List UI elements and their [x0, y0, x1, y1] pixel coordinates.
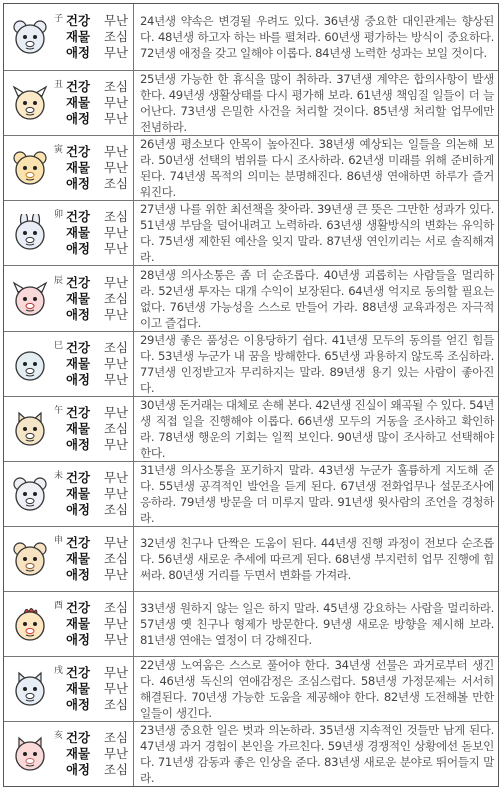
money-label: 재물	[66, 160, 90, 175]
health-label: 건강	[66, 79, 90, 94]
money-line	[66, 551, 132, 567]
fortune-labels	[66, 275, 132, 323]
fortune-labels	[66, 13, 132, 61]
money-value: 조심	[104, 290, 128, 306]
love-label: 애정	[66, 176, 90, 191]
fortune-labels	[66, 405, 132, 453]
health-value: 조심	[104, 340, 128, 355]
love-line	[66, 697, 132, 713]
money-label: 재물	[66, 95, 90, 110]
fortune-text: 33년생 원하지 않는 일은 하지 말라. 45년생 강요하는 사람을 멀리하라. 57년생 옛 친구나 형제가 방문한다. 9년생 새로운 방향을 제시해 보라. 81년생 연애는 열정이 더 강해진다.	[140, 601, 494, 647]
money-label: 재물	[66, 486, 90, 501]
money-line	[66, 616, 132, 632]
pig-icon	[11, 735, 49, 773]
money-line	[66, 746, 132, 762]
love-line	[66, 45, 132, 61]
money-label: 재물	[66, 551, 90, 566]
zodiac-hanja: 酉	[54, 601, 64, 611]
health-label: 건강	[66, 13, 90, 28]
zodiac-header-cell	[4, 462, 134, 526]
love-line	[66, 176, 132, 192]
zodiac-header-cell	[4, 657, 134, 721]
love-value: 조심	[104, 176, 128, 191]
money-value: 조심	[104, 29, 128, 44]
money-label: 재물	[66, 29, 90, 44]
health-label: 건강	[66, 209, 90, 224]
health-value: 무난	[104, 665, 128, 680]
health-value: 무난	[104, 405, 128, 420]
health-value: 무난	[104, 13, 128, 28]
health-label: 건강	[66, 535, 90, 550]
love-line	[66, 372, 132, 388]
love-label: 애정	[66, 45, 90, 60]
health-line	[66, 144, 132, 160]
zodiac-hanja: 戌	[54, 666, 64, 676]
fortune-labels	[66, 144, 132, 192]
money-label: 재물	[66, 225, 90, 240]
health-value: 무난	[104, 470, 128, 485]
love-value: 무난	[104, 567, 128, 582]
love-label: 애정	[66, 502, 90, 517]
fortune-labels	[66, 730, 132, 778]
fortune-text: 24년생 약속은 변경될 우려도 있다. 36년생 중요한 대인관계는 향상된다. 48년생 하고자 하는 바를 펼쳐라. 60년생 평가하는 방식이 중요하다. 72년생 애정을 갖고 일해야 이롭다. 84년생 노력한 성과는 보일 것이다.	[140, 14, 494, 60]
health-value: 무난	[104, 144, 128, 159]
money-line	[66, 421, 132, 437]
money-line	[66, 29, 132, 45]
love-line	[66, 762, 132, 778]
fortune-labels	[66, 535, 132, 583]
love-value: 조심	[104, 502, 128, 517]
love-line	[66, 111, 132, 127]
zodiac-header-cell	[4, 136, 134, 200]
health-line	[66, 275, 132, 291]
zodiac-hanja: 卯	[54, 210, 64, 220]
fortune-text: 31년생 의사소통을 포기하지 말라. 43년생 누군가 훌륭하게 지도해 준다. 55년생 공격적인 발언을 듣게 된다. 67년생 전화업무나 설문조사에 응하라. 79년생 방문을 더 미루지 말라. 91년생 윗사람의 조언을 경청하라.	[140, 463, 494, 525]
zodiac-row-5	[4, 332, 498, 397]
zodiac-header-cell	[4, 722, 134, 786]
money-value: 무난	[104, 225, 128, 240]
fortune-labels	[66, 600, 132, 648]
rooster-icon	[11, 605, 49, 643]
health-value: 조심	[104, 79, 128, 94]
money-line	[66, 160, 132, 176]
fortune-labels	[66, 340, 132, 388]
fortune-text: 25년생 가능한 한 휴식을 많이 취하라. 37년생 계약은 합의사항이 발생한다. 49년생 생활상태를 다시 평가해 보라. 61년생 책임질 일들이 더 늘어난다. 73년생 은밀한 사건을 처리할 것이다. 85년생 처리할 업무에만 전념하라.	[140, 72, 494, 134]
zodiac-row-0	[4, 4, 498, 71]
love-label: 애정	[66, 306, 90, 322]
fortune-labels	[66, 209, 132, 257]
love-label: 애정	[66, 437, 90, 452]
fortune-labels	[66, 665, 132, 713]
money-line	[66, 486, 132, 502]
ox-icon	[11, 84, 49, 122]
money-line	[66, 225, 132, 241]
health-value: 조심	[104, 209, 128, 224]
money-label: 재물	[66, 616, 90, 631]
love-label: 애정	[66, 111, 90, 126]
love-line	[66, 437, 132, 453]
health-label: 건강	[66, 600, 90, 615]
love-line	[66, 241, 132, 257]
love-value: 무난	[104, 306, 128, 322]
zodiac-header-cell	[4, 201, 134, 265]
health-label: 건강	[66, 340, 90, 355]
zodiac-header-cell	[4, 332, 134, 396]
love-value: 무난	[104, 45, 128, 60]
zodiac-header-cell	[4, 527, 134, 591]
health-value: 무난	[104, 535, 128, 550]
health-line	[66, 209, 132, 225]
money-value: 무난	[104, 486, 128, 501]
health-line	[66, 470, 132, 486]
tiger-icon	[11, 149, 49, 187]
love-value: 무난	[104, 241, 128, 256]
horoscope-table	[3, 3, 499, 787]
fortune-text: 29년생 좋은 품성은 이용당하기 쉽다. 41년생 모두의 동의를 얻긴 힘들다. 53년생 누군가 내 꿈을 방해한다. 65년생 과용하지 않도록 조심하라. 77년생 인정받고자 무리하지는 말라. 89년생 용기 있는 사람이 좋아진다.	[140, 333, 494, 395]
zodiac-row-1	[4, 71, 498, 136]
fortune-text: 28년생 의사소통은 좀 더 순조롭다. 40년생 괴롭히는 사람들을 멀리하라. 52년생 투자는 대개 수익이 보장된다. 64년생 억지로 동의할 필요는 없다. 76년생 가능성을 스스로 만들어 가라. 88년생 교육과정은 자극적이고 즐겁다.	[140, 267, 494, 330]
zodiac-row-10	[4, 657, 498, 722]
money-line	[66, 95, 132, 111]
money-line	[66, 681, 132, 697]
love-label: 애정	[66, 697, 90, 712]
money-label: 재물	[66, 290, 90, 306]
health-label: 건강	[66, 144, 90, 159]
fortune-text: 27년생 나를 위한 최선책을 찾아라. 39년생 큰 뜻은 그만한 성과가 있다. 51년생 부담을 덜어내려고 노력하라. 63년생 생활방식의 변화는 유익하다. 75년생 제한된 예산을 잊지 말라. 87년생 연인끼리는 서로 솔직해져라.	[140, 202, 494, 264]
money-value: 무난	[104, 160, 128, 175]
health-label: 건강	[66, 470, 90, 485]
love-label: 애정	[66, 372, 90, 387]
zodiac-header-cell	[4, 266, 134, 331]
health-line	[66, 535, 132, 551]
zodiac-row-2	[4, 136, 498, 201]
love-value: 무난	[104, 372, 128, 387]
zodiac-row-6	[4, 397, 498, 462]
love-value: 조심	[104, 762, 128, 777]
money-value: 무난	[104, 95, 128, 110]
dog-icon	[11, 670, 49, 708]
health-line	[66, 13, 132, 29]
rabbit-icon	[11, 214, 49, 252]
money-value: 무난	[104, 356, 128, 371]
zodiac-hanja: 丑	[54, 80, 64, 90]
health-line	[66, 600, 132, 616]
money-label: 재물	[66, 356, 90, 371]
snake-icon	[11, 345, 49, 383]
fortune-labels	[66, 470, 132, 518]
monkey-icon	[11, 540, 49, 578]
zodiac-hanja: 未	[54, 471, 64, 481]
money-line	[66, 291, 132, 307]
health-value: 조심	[104, 600, 128, 615]
fortune-text: 22년생 노여움은 스스로 풀어야 한다. 34년생 선물은 과거로부터 생긴다. 46년생 독신의 연애감정은 조심스럽다. 58년생 가정문제는 서서히 해결된다. 70년생 가능한 도움을 제공해야 한다. 82년생 도전해볼 만한 일들이 생긴다.	[140, 658, 494, 720]
health-label: 건강	[66, 665, 90, 680]
fortune-text: 30년생 돈거래는 대체로 손해 본다. 42년생 진실이 왜곡될 수 있다. 54년생 직접 일을 진행해야 이롭다. 66년생 모두의 거동을 조사하고 확인하라. 78년생 행운의 기회는 일찍 보인다. 90년생 많이 조사하고 선택해야 한다.	[140, 398, 494, 460]
health-line	[66, 405, 132, 421]
love-line	[66, 567, 132, 583]
money-value: 무난	[104, 616, 128, 631]
zodiac-hanja: 申	[54, 536, 64, 546]
health-line	[66, 730, 132, 746]
health-line	[66, 665, 132, 681]
zodiac-hanja: 辰	[54, 275, 64, 286]
money-value: 무난	[104, 746, 128, 761]
horse-icon	[11, 410, 49, 448]
zodiac-hanja: 亥	[54, 731, 64, 741]
zodiac-hanja: 寅	[54, 145, 64, 155]
zodiac-row-11	[4, 722, 498, 786]
love-value: 무난	[104, 111, 128, 126]
love-label: 애정	[66, 632, 90, 647]
love-label: 애정	[66, 762, 90, 777]
zodiac-header-cell	[4, 71, 134, 135]
money-line	[66, 356, 132, 372]
zodiac-header-cell	[4, 592, 134, 656]
love-label: 애정	[66, 567, 90, 582]
love-value: 조심	[104, 697, 128, 712]
health-value: 조심	[104, 730, 128, 745]
health-label: 건강	[66, 405, 90, 420]
dragon-icon	[11, 280, 49, 318]
zodiac-row-8	[4, 527, 498, 592]
money-value: 무난	[104, 681, 128, 696]
fortune-text: 32년생 친구나 단짝은 도움이 된다. 44년생 진행 과정이 전보다 순조롭다. 56년생 새로운 추세에 따르게 된다. 68년생 부지런히 업무 진행에 힘써라. 80년생 거리를 두면서 변화를 가져라.	[140, 536, 494, 582]
love-value: 무난	[104, 437, 128, 452]
zodiac-header-cell	[4, 4, 134, 70]
zodiac-hanja: 午	[54, 406, 64, 416]
love-line	[66, 502, 132, 518]
rat-icon	[11, 18, 49, 56]
money-label: 재물	[66, 681, 90, 696]
health-line	[66, 340, 132, 356]
zodiac-hanja: 子	[54, 14, 64, 24]
health-label: 건강	[66, 730, 90, 745]
health-line	[66, 79, 132, 95]
love-line	[66, 632, 132, 648]
fortune-text: 23년생 중요한 일은 벗과 의논하라. 35년생 지속적인 것들만 남게 된다. 47년생 과거 경험이 본인을 가르친다. 59년생 경쟁적인 상황에선 돋보인다. 71년생 감동과 좋은 인상을 준다. 83년생 새로운 분야로 뛰어들지 말라.	[140, 723, 494, 785]
sheep-icon	[11, 475, 49, 513]
fortune-text: 26년생 평소보다 안목이 높아진다. 38년생 예상되는 일들을 의논해 보라. 50년생 선택의 범위를 다시 조사하라. 62년생 미래를 위해 준비하게 된다. 74년생 목적의 의미는 분명해진다. 86년생 연애하면 하루가 즐거워진다.	[140, 137, 494, 199]
fortune-labels	[66, 79, 132, 127]
zodiac-row-9	[4, 592, 498, 657]
health-value: 무난	[104, 274, 128, 290]
money-label: 재물	[66, 421, 90, 436]
zodiac-header-cell	[4, 397, 134, 461]
money-value: 조심	[104, 421, 128, 436]
love-value: 무난	[104, 632, 128, 647]
zodiac-row-7	[4, 462, 498, 527]
health-label: 건강	[66, 274, 90, 290]
love-line	[66, 307, 132, 323]
money-label: 재물	[66, 746, 90, 761]
zodiac-hanja: 巳	[54, 341, 64, 351]
money-value: 조심	[104, 551, 128, 566]
zodiac-row-3	[4, 201, 498, 266]
love-label: 애정	[66, 241, 90, 256]
zodiac-row-4	[4, 266, 498, 332]
